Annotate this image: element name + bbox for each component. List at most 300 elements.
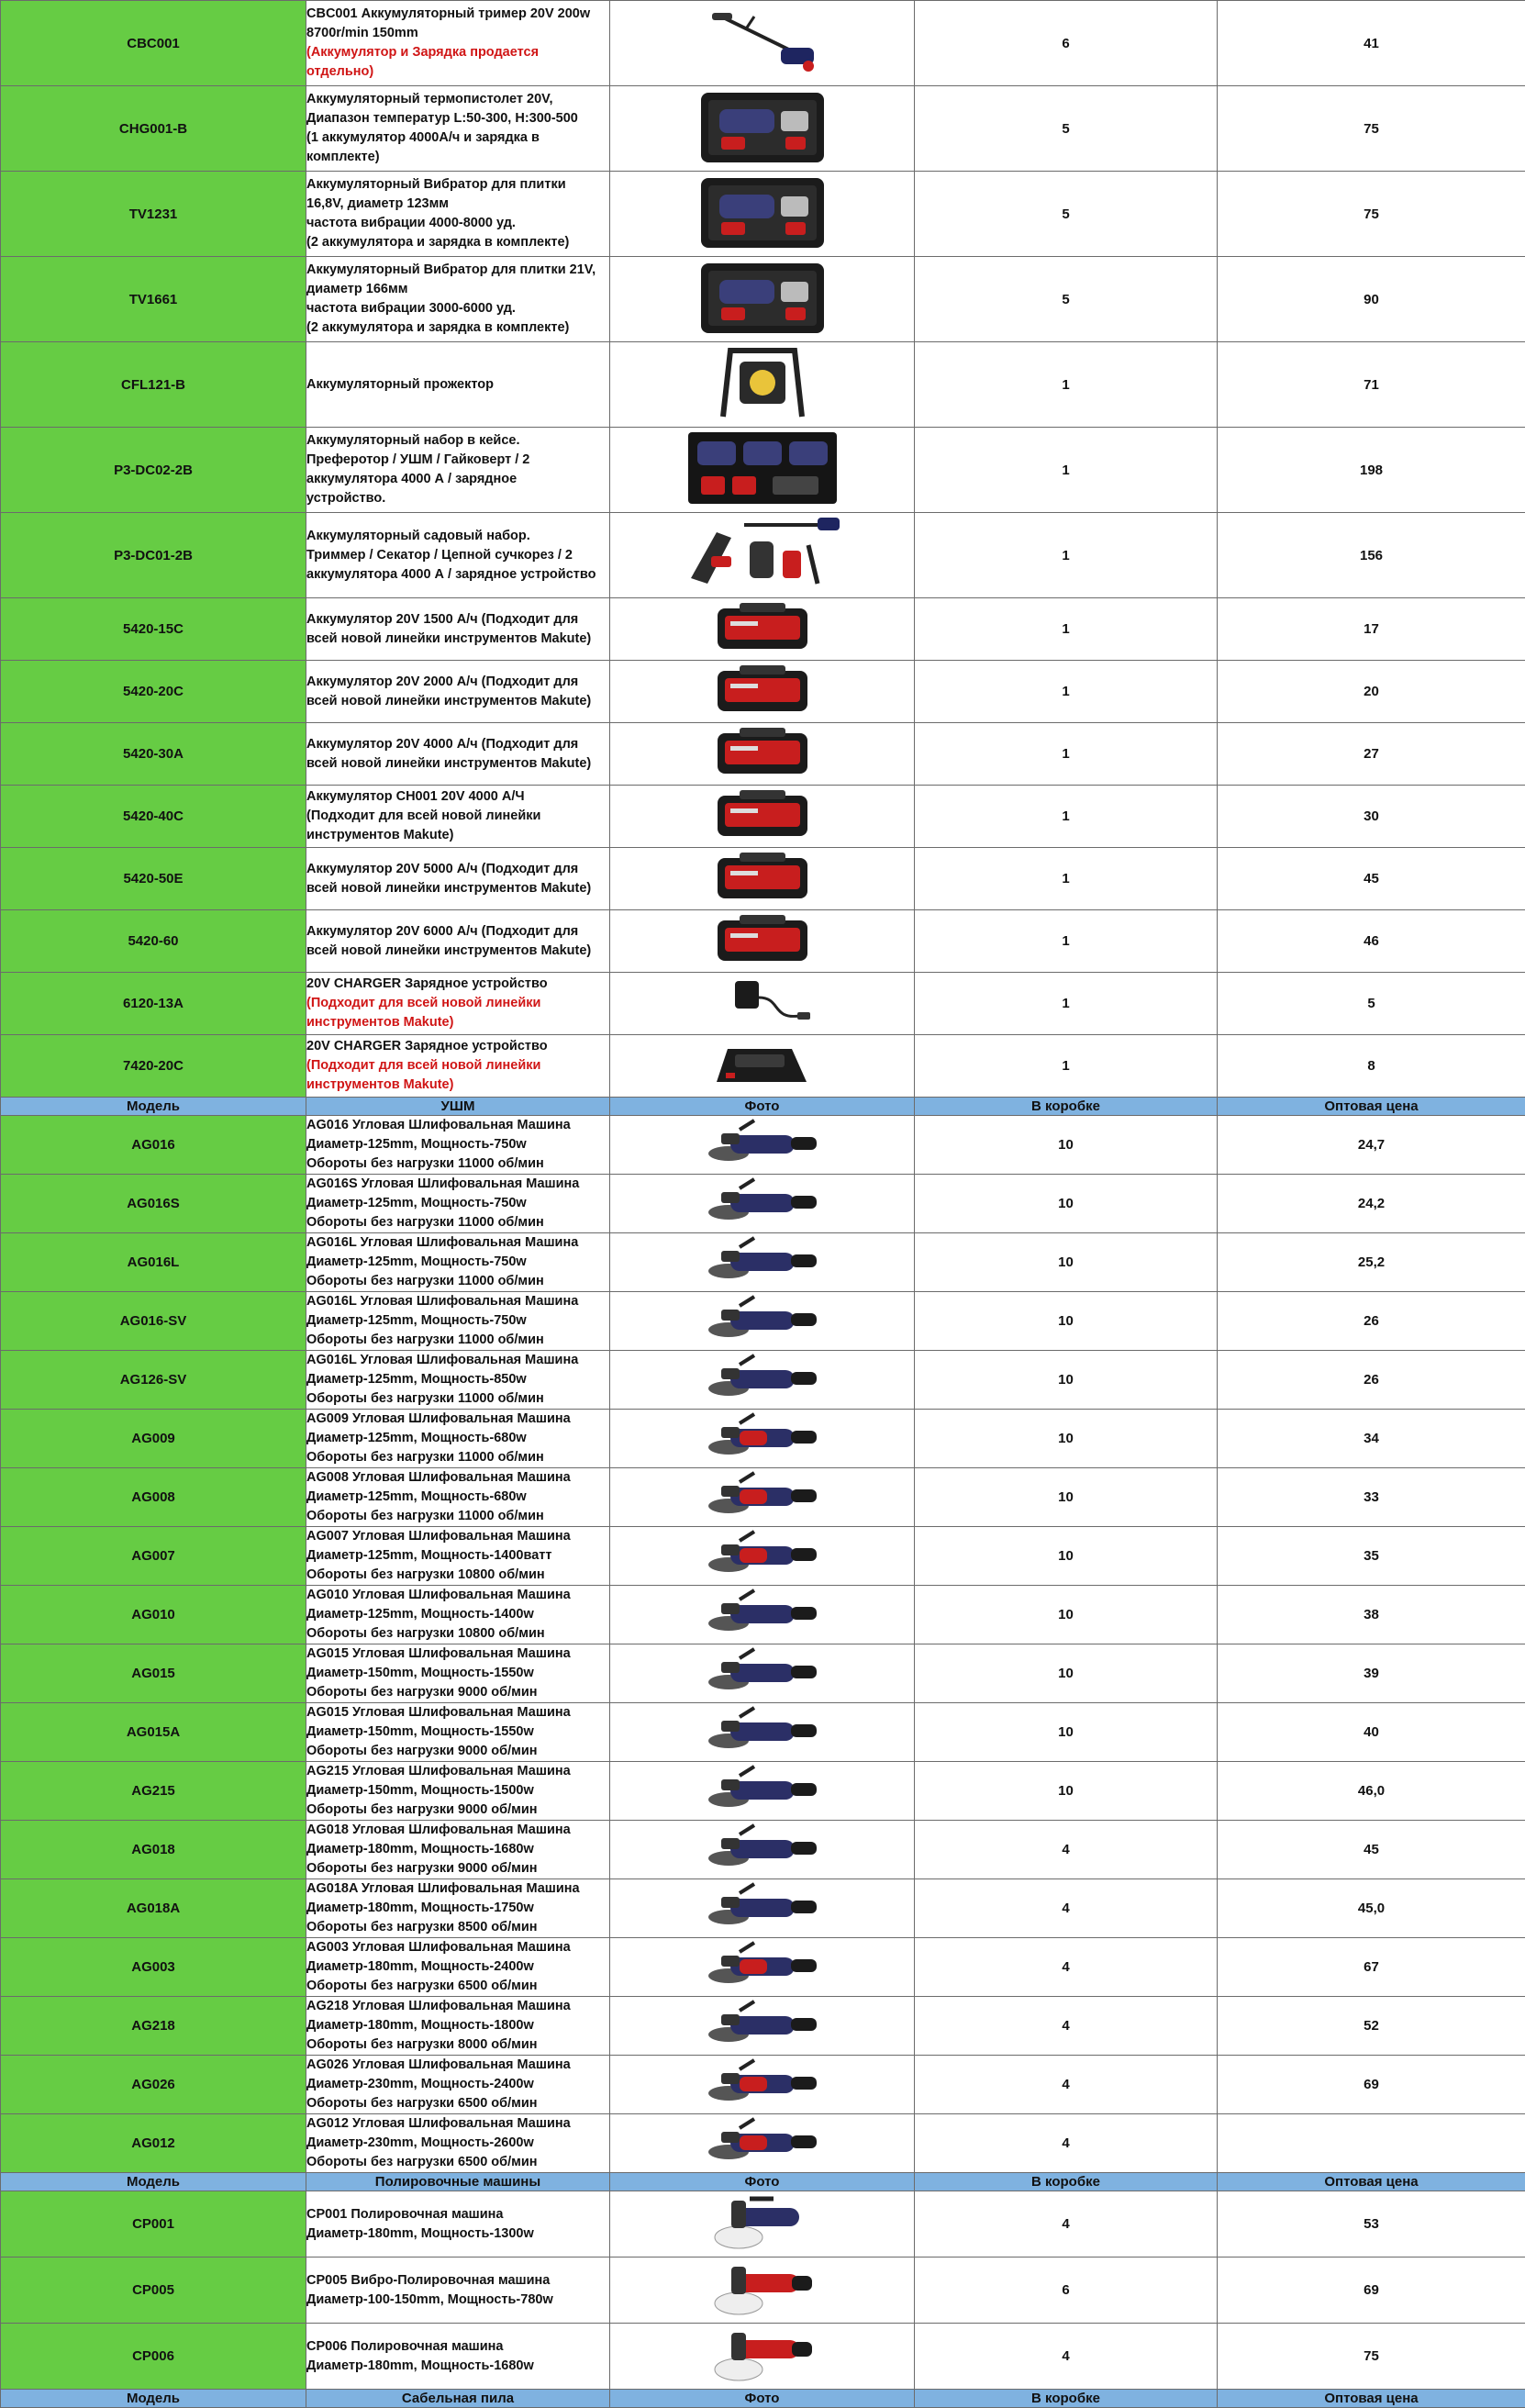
product-description: [306, 2191, 610, 2258]
wholesale-price: 26: [1218, 1292, 1525, 1351]
product-model: P3-DC01-2B: [1, 513, 306, 598]
description-line: CP001 Полировочная машина: [306, 2205, 609, 2224]
description-note: (Подходит для всей новой линейки: [306, 1056, 609, 1076]
description-line: (Подходит для всей новой линейки: [306, 807, 609, 826]
box-quantity: 1: [915, 786, 1218, 848]
description-line: AG016 Угловая Шлифовальная Машина: [306, 1116, 609, 1135]
product-row: [1, 513, 1525, 598]
description-line: Аккумуляторный Вибратор для плитки 21V,: [306, 261, 609, 280]
description-line: частота вибрации 3000-6000 уд.: [306, 299, 609, 318]
box-quantity: 4: [915, 1879, 1218, 1938]
product-description: [306, 86, 610, 172]
section-header-row: [1, 2390, 1525, 2408]
kit-case-icon: [610, 429, 914, 512]
section-header-row: [1, 2173, 1525, 2191]
description-line: Диаметр-180mm, Мощность-1300w: [306, 2224, 609, 2244]
wholesale-price: [1218, 2114, 1525, 2173]
description-line: CP005 Вибро-Полировочная машина: [306, 2271, 609, 2291]
box-quantity: 10: [915, 1292, 1218, 1351]
product-model: AG015: [1, 1644, 306, 1703]
product-row: [1, 1233, 1525, 1292]
product-row: [1, 2114, 1525, 2173]
product-description: [306, 1821, 610, 1879]
wholesale-price: 38: [1218, 1586, 1525, 1644]
box-quantity: 5: [915, 86, 1218, 172]
wholesale-price: 45: [1218, 1821, 1525, 1879]
wholesale-price: 27: [1218, 723, 1525, 786]
grinder-icon: [610, 1704, 914, 1760]
product-photo: [610, 428, 915, 513]
description-line: Преферотор / УШМ / Гайковерт / 2: [306, 451, 609, 470]
product-row: [1, 1527, 1525, 1586]
description-note: (Подходит для всей новой линейки: [306, 994, 609, 1013]
product-description: [306, 1703, 610, 1762]
description-line: (2 аккумулятора и зарядка в комплекте): [306, 233, 609, 252]
battery-icon: [610, 849, 914, 909]
toolcase-icon: [610, 87, 914, 171]
product-description: [306, 1292, 610, 1351]
wholesale-price: 198: [1218, 428, 1525, 513]
product-row: [1, 1292, 1525, 1351]
grinder-red-icon: [610, 2057, 914, 2113]
description-line: всей новой линейки инструментов Makute): [306, 692, 609, 711]
column-header-photo: Фото: [610, 1098, 915, 1116]
product-description: [306, 1997, 610, 2056]
description-line: Обороты без нагрузки 11000 об/мин: [306, 1154, 609, 1174]
wholesale-price: 75: [1218, 172, 1525, 257]
grinder-icon: [610, 1176, 914, 1232]
description-line: AG215 Угловая Шлифовальная Машина: [306, 1762, 609, 1781]
product-row: [1, 1703, 1525, 1762]
product-row: [1, 2056, 1525, 2114]
section-header-row: [1, 1098, 1525, 1116]
grinder-icon: [610, 1234, 914, 1290]
product-photo: [610, 1468, 915, 1527]
product-photo: [610, 1821, 915, 1879]
battery-icon: [610, 724, 914, 784]
wholesale-price: 46,0: [1218, 1762, 1525, 1821]
box-quantity: 10: [915, 1527, 1218, 1586]
product-description: [306, 1410, 610, 1468]
description-line: Триммер / Секатор / Цепной сучкорез / 2: [306, 546, 609, 565]
wholesale-price: 24,7: [1218, 1116, 1525, 1175]
product-row: [1, 342, 1525, 428]
battery-icon: [610, 662, 914, 721]
description-line: 20V CHARGER Зарядное устройство: [306, 975, 609, 994]
product-photo: [610, 2114, 915, 2173]
product-model: 5420-40C: [1, 786, 306, 848]
description-line: Диаметр-125mm, Мощность-750w: [306, 1135, 609, 1154]
product-description: [306, 342, 610, 428]
product-row: [1, 1035, 1525, 1098]
description-line: Аккумуляторный термопистолет 20V,: [306, 90, 609, 109]
product-row: [1, 1, 1525, 86]
description-line: Диаметр-180mm, Мощность-1680w: [306, 1840, 609, 1859]
description-line: всей новой линейки инструментов Makute): [306, 879, 609, 898]
product-photo: [610, 1997, 915, 2056]
wholesale-price: 69: [1218, 2056, 1525, 2114]
box-quantity: 10: [915, 1468, 1218, 1527]
description-line: Обороты без нагрузки 11000 об/мин: [306, 1389, 609, 1409]
product-model: AG008: [1, 1468, 306, 1527]
column-header-price: Оптовая цена: [1218, 2173, 1525, 2191]
product-model: AG007: [1, 1527, 306, 1586]
product-model: AG009: [1, 1410, 306, 1468]
product-row: [1, 1586, 1525, 1644]
wholesale-price: 71: [1218, 342, 1525, 428]
product-photo: [610, 1351, 915, 1410]
product-model: CFL121-B: [1, 342, 306, 428]
product-model: TV1231: [1, 172, 306, 257]
description-note: инструментов Makute): [306, 1076, 609, 1095]
box-quantity: 10: [915, 1586, 1218, 1644]
description-line: всей новой линейки инструментов Makute): [306, 630, 609, 649]
description-line: инструментов Makute): [306, 826, 609, 845]
description-line: AG016L Угловая Шлифовальная Машина: [306, 1233, 609, 1253]
product-model: 5420-15C: [1, 598, 306, 661]
product-row: [1, 661, 1525, 723]
description-line: Аккумулятор 20V 2000 А/ч (Подходит для: [306, 673, 609, 692]
product-row: [1, 86, 1525, 172]
product-model: CP006: [1, 2324, 306, 2390]
product-model: AG016S: [1, 1175, 306, 1233]
wholesale-price: 45,0: [1218, 1879, 1525, 1938]
product-photo: [610, 86, 915, 172]
box-quantity: 1: [915, 973, 1218, 1035]
product-description: [306, 1, 610, 86]
description-line: Диаметр-125mm, Мощность-750w: [306, 1311, 609, 1331]
polisher-icon: [610, 2191, 914, 2257]
product-photo: [610, 257, 915, 342]
wholesale-price: 26: [1218, 1351, 1525, 1410]
description-line: AG012 Угловая Шлифовальная Машина: [306, 2114, 609, 2134]
wholesale-price: 24,2: [1218, 1175, 1525, 1233]
product-model: 5420-50E: [1, 848, 306, 910]
product-photo: [610, 172, 915, 257]
product-description: [306, 1879, 610, 1938]
description-line: AG003 Угловая Шлифовальная Машина: [306, 1938, 609, 1957]
description-line: Аккумуляторный садовый набор.: [306, 527, 609, 546]
product-photo: [610, 1, 915, 86]
wholesale-price: 34: [1218, 1410, 1525, 1468]
section-title: Сабельная пила: [306, 2390, 610, 2408]
box-quantity: 6: [915, 2258, 1218, 2324]
box-quantity: 4: [915, 2191, 1218, 2258]
description-line: Обороты без нагрузки 11000 об/мин: [306, 1272, 609, 1291]
description-line: Обороты без нагрузки 9000 об/мин: [306, 1742, 609, 1761]
charger-dock-icon: [610, 1036, 914, 1096]
product-photo: [610, 1410, 915, 1468]
description-line: AG016L Угловая Шлифовальная Машина: [306, 1351, 609, 1370]
wholesale-price: 156: [1218, 513, 1525, 598]
product-description: [306, 2114, 610, 2173]
product-model: 6120-13A: [1, 973, 306, 1035]
box-quantity: 1: [915, 723, 1218, 786]
product-description: [306, 1035, 610, 1098]
product-photo: [610, 342, 915, 428]
description-line: 20V CHARGER Зарядное устройство: [306, 1037, 609, 1056]
product-photo: [610, 723, 915, 786]
description-line: AG018 Угловая Шлифовальная Машина: [306, 1821, 609, 1840]
product-model: AG018: [1, 1821, 306, 1879]
product-row: [1, 1879, 1525, 1938]
grinder-icon: [610, 1822, 914, 1878]
wholesale-price: 25,2: [1218, 1233, 1525, 1292]
trimmer-icon: [610, 9, 914, 78]
product-photo: [610, 2258, 915, 2324]
column-header-box: В коробке: [915, 2173, 1218, 2191]
wholesale-price: 90: [1218, 257, 1525, 342]
box-quantity: 4: [915, 1938, 1218, 1997]
description-line: устройство.: [306, 489, 609, 508]
description-line: Диаметр-125mm, Мощность-680w: [306, 1429, 609, 1448]
wholesale-price: 46: [1218, 910, 1525, 973]
wholesale-price: 39: [1218, 1644, 1525, 1703]
wholesale-price: 67: [1218, 1938, 1525, 1997]
box-quantity: 4: [915, 2056, 1218, 2114]
product-photo: [610, 1586, 915, 1644]
box-quantity: 10: [915, 1233, 1218, 1292]
product-model: P3-DC02-2B: [1, 428, 306, 513]
description-line: Обороты без нагрузки 6500 об/мин: [306, 1977, 609, 1996]
product-row: [1, 1116, 1525, 1175]
product-row: [1, 1821, 1525, 1879]
description-line: Аккумуляторный прожектор: [306, 375, 609, 395]
battery-icon: [610, 786, 914, 846]
description-line: частота вибрации 4000-8000 уд.: [306, 214, 609, 233]
product-photo: [610, 1116, 915, 1175]
box-quantity: 10: [915, 1644, 1218, 1703]
box-quantity: 4: [915, 1821, 1218, 1879]
product-description: [306, 1527, 610, 1586]
wholesale-price: 33: [1218, 1468, 1525, 1527]
box-quantity: 6: [915, 1, 1218, 86]
product-photo: [610, 2191, 915, 2258]
description-line: Диаметр-230mm, Мощность-2400w: [306, 2075, 609, 2094]
product-description: [306, 172, 610, 257]
product-photo: [610, 1762, 915, 1821]
product-row: [1, 428, 1525, 513]
description-line: Диапазон температур L:50-300, H:300-500: [306, 109, 609, 128]
product-description: [306, 598, 610, 661]
product-model: AG016: [1, 1116, 306, 1175]
product-description: [306, 1233, 610, 1292]
product-model: AG012: [1, 2114, 306, 2173]
product-model: AG215: [1, 1762, 306, 1821]
box-quantity: 1: [915, 342, 1218, 428]
grinder-red-icon: [610, 1410, 914, 1466]
description-line: Обороты без нагрузки 11000 об/мин: [306, 1448, 609, 1467]
description-line: AG016S Угловая Шлифовальная Машина: [306, 1175, 609, 1194]
product-row: [1, 1351, 1525, 1410]
grinder-red-icon: [610, 1528, 914, 1584]
product-row: [1, 2191, 1525, 2258]
grinder-icon: [610, 1587, 914, 1643]
wholesale-price: 5: [1218, 973, 1525, 1035]
product-model: CBC001: [1, 1, 306, 86]
product-model: 7420-20C: [1, 1035, 306, 1098]
description-line: Обороты без нагрузки 10800 об/мин: [306, 1624, 609, 1644]
description-line: 8700r/min 150mm: [306, 24, 609, 43]
product-photo: [610, 848, 915, 910]
product-description: [306, 2258, 610, 2324]
grinder-red-icon: [610, 1469, 914, 1525]
box-quantity: 1: [915, 910, 1218, 973]
description-line: всей новой линейки инструментов Makute): [306, 754, 609, 774]
grinder-icon: [610, 1645, 914, 1701]
product-row: [1, 257, 1525, 342]
box-quantity: 5: [915, 172, 1218, 257]
product-model: 5420-60: [1, 910, 306, 973]
description-line: Диаметр-150mm, Мощность-1550w: [306, 1722, 609, 1742]
product-row: [1, 172, 1525, 257]
column-header-price: Оптовая цена: [1218, 1098, 1525, 1116]
product-model: AG016-SV: [1, 1292, 306, 1351]
product-model: AG026: [1, 2056, 306, 2114]
product-photo: [610, 1175, 915, 1233]
description-note: (Аккумулятор и Зарядка продается: [306, 43, 609, 62]
product-model: TV1661: [1, 257, 306, 342]
floodlight-icon: [610, 343, 914, 427]
column-header-price: Оптовая цена: [1218, 2390, 1525, 2408]
product-description: [306, 1351, 610, 1410]
product-photo: [610, 1644, 915, 1703]
description-line: 16,8V, диаметр 123мм: [306, 195, 609, 214]
wholesale-price: 75: [1218, 2324, 1525, 2390]
box-quantity: 10: [915, 1703, 1218, 1762]
description-line: Аккумулятор 20V 5000 А/ч (Подходит для: [306, 860, 609, 879]
product-model: AG010: [1, 1586, 306, 1644]
description-line: аккумулятора 4000 А / зарядное устройство: [306, 565, 609, 585]
description-line: Обороты без нагрузки 10800 об/мин: [306, 1566, 609, 1585]
box-quantity: 1: [915, 661, 1218, 723]
polisher-red-icon: [610, 2258, 914, 2323]
column-header-photo: Фото: [610, 2173, 915, 2191]
product-row: [1, 1468, 1525, 1527]
product-row: [1, 598, 1525, 661]
product-model: CHG001-B: [1, 86, 306, 172]
product-model: AG126-SV: [1, 1351, 306, 1410]
product-row: [1, 1762, 1525, 1821]
description-line: AG218 Угловая Шлифовальная Машина: [306, 1997, 609, 2016]
description-line: всей новой линейки инструментов Makute): [306, 942, 609, 961]
description-line: AG009 Угловая Шлифовальная Машина: [306, 1410, 609, 1429]
product-description: [306, 1468, 610, 1527]
grinder-icon: [610, 1880, 914, 1936]
description-line: Обороты без нагрузки 6500 об/мин: [306, 2153, 609, 2172]
column-header-photo: Фото: [610, 2390, 915, 2408]
description-line: Обороты без нагрузки 11000 об/мин: [306, 1331, 609, 1350]
battery-icon: [610, 911, 914, 971]
description-note: инструментов Makute): [306, 1013, 609, 1032]
description-line: CP006 Полировочная машина: [306, 2337, 609, 2357]
description-line: AG015 Угловая Шлифовальная Машина: [306, 1703, 609, 1722]
grinder-red-icon: [610, 2115, 914, 2171]
product-photo: [610, 1527, 915, 1586]
column-header-box: В коробке: [915, 1098, 1218, 1116]
box-quantity: 10: [915, 1116, 1218, 1175]
product-model: CP001: [1, 2191, 306, 2258]
wholesale-price: 8: [1218, 1035, 1525, 1098]
description-line: AG008 Угловая Шлифовальная Машина: [306, 1468, 609, 1488]
description-note: отдельно): [306, 62, 609, 82]
product-model: AG018A: [1, 1879, 306, 1938]
product-row: [1, 1175, 1525, 1233]
product-photo: [610, 598, 915, 661]
description-line: Диаметр-180mm, Мощность-1750w: [306, 1899, 609, 1918]
description-line: Диаметр-125mm, Мощность-750w: [306, 1194, 609, 1213]
polisher-red-icon: [610, 2324, 914, 2389]
grinder-icon: [610, 1117, 914, 1173]
description-line: CBC001 Аккумуляторный тример 20V 200w: [306, 5, 609, 24]
box-quantity: 10: [915, 1762, 1218, 1821]
wholesale-price: 69: [1218, 2258, 1525, 2324]
wholesale-price: 40: [1218, 1703, 1525, 1762]
product-photo: [610, 1035, 915, 1098]
description-line: Обороты без нагрузки 6500 об/мин: [306, 2094, 609, 2113]
product-model: 5420-30A: [1, 723, 306, 786]
box-quantity: 1: [915, 1035, 1218, 1098]
product-row: [1, 786, 1525, 848]
product-photo: [610, 1703, 915, 1762]
description-line: Диаметр-100-150mm, Мощность-780w: [306, 2291, 609, 2310]
description-line: Аккумуляторный набор в кейсе.: [306, 431, 609, 451]
product-description: [306, 1116, 610, 1175]
section-title: УШМ: [306, 1098, 610, 1116]
garden-set-icon: [610, 514, 914, 597]
product-row: [1, 2324, 1525, 2390]
description-line: Обороты без нагрузки 8000 об/мин: [306, 2035, 609, 2055]
product-description: [306, 661, 610, 723]
wholesale-price: 41: [1218, 1, 1525, 86]
product-photo: [610, 1233, 915, 1292]
column-header-model: Модель: [1, 2390, 306, 2408]
description-line: AG018A Угловая Шлифовальная Машина: [306, 1879, 609, 1899]
description-line: Аккумулятор 20V 4000 А/ч (Подходит для: [306, 735, 609, 754]
wholesale-price: 30: [1218, 786, 1525, 848]
product-description: [306, 428, 610, 513]
grinder-icon: [610, 1998, 914, 2054]
box-quantity: 10: [915, 1175, 1218, 1233]
description-line: (2 аккумулятора и зарядка в комплекте): [306, 318, 609, 338]
product-description: [306, 513, 610, 598]
product-photo: [610, 910, 915, 973]
column-header-model: Модель: [1, 2173, 306, 2191]
product-model: 5420-20C: [1, 661, 306, 723]
product-description: [306, 1938, 610, 1997]
battery-icon: [610, 599, 914, 659]
description-line: Диаметр-150mm, Мощность-1550w: [306, 1664, 609, 1683]
description-line: Обороты без нагрузки 11000 об/мин: [306, 1213, 609, 1232]
description-line: диаметр 166мм: [306, 280, 609, 299]
description-line: Обороты без нагрузки 9000 об/мин: [306, 1683, 609, 1702]
product-photo: [610, 1292, 915, 1351]
product-model: AG016L: [1, 1233, 306, 1292]
column-header-box: В коробке: [915, 2390, 1218, 2408]
description-line: Диаметр-180mm, Мощность-1800w: [306, 2016, 609, 2035]
price-list-body: [1, 1, 1525, 2408]
product-row: [1, 848, 1525, 910]
product-photo: [610, 513, 915, 598]
description-line: Диаметр-125mm, Мощность-1400ватт: [306, 1546, 609, 1566]
product-photo: [610, 661, 915, 723]
description-line: Диаметр-125mm, Мощность-680w: [306, 1488, 609, 1507]
product-description: [306, 257, 610, 342]
product-row: [1, 910, 1525, 973]
product-photo: [610, 973, 915, 1035]
wholesale-price: 17: [1218, 598, 1525, 661]
description-line: Диаметр-180mm, Мощность-2400w: [306, 1957, 609, 1977]
